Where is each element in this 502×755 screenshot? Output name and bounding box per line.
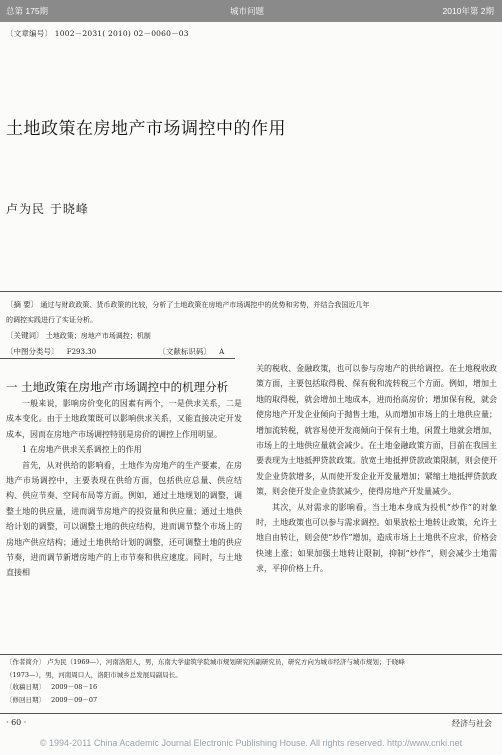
paragraph: 首先，从对供给的影响看，土地作为房地产的生产要素，在房地产市场调控中，主要表现在供给方面，包括供应总量、供应结构、供应节奏、空间布局等方面。例如，通过土地规划的调整，调整土地的供应量，进而调节房地产的投资量和供应量；通过土地供给计划的调整，可以调整土地的供应结构，进而调节整个市场上的房地产供应结构；通过土地供给计划的调整，还可调整土地的供应节奏，进而调节新增房地产的上市节奏和供应速度。同时，与土地直接相 — [6, 460, 242, 578]
footnotes — [6, 656, 498, 706]
left-column-rule — [0, 358, 235, 359]
authors: 卢为民 于晓峰 — [6, 202, 89, 216]
running-header — [0, 0, 502, 22]
copyright-watermark: © 1994-2011 China Academic Journal Electronic Publishing House. All rights reserved. http://www.cnki.net — [39, 738, 463, 748]
paragraph: 其次，从对需求的影响看，当土地本身成为投机“炒作”的对象时，土地政策也可以参与需求调控。如果放松土地转让政策，允许土地自由转让，则会使“炒作”增加，造成市场上土地供不应求，价格会快速上涨；如果加强土地转让限制，抑制“炒作”，则会减少土地需求，平抑价格上升。 — [256, 502, 497, 574]
received-label: 〔收稿日期〕 — [6, 683, 45, 691]
revised-date: 2009－09－07 — [51, 695, 98, 704]
footnote-rule — [0, 654, 502, 655]
abstract-label: 〔摘 要〕 — [6, 300, 39, 309]
footer-rule — [0, 713, 502, 714]
clc-label: 〔中图分类号〕 — [6, 347, 59, 356]
left-column — [6, 378, 242, 581]
paragraph: 一般来说，影响房价变化的因素有两个，一是供求关系，二是成本变化。由于土地政策既可以影响供求关系，又能直接决定开发成本，因而在房地产市场调控特别是房价的调控上作用明显。 — [6, 399, 242, 439]
revised-label: 〔修回日期〕 — [6, 695, 45, 704]
author-bio: 卢为民（1969—），河南洛阳人，男，东南大学建筑学院城市规划研究所副研究员，研究方向为城市经济与城市规划；于晓峰 — [47, 658, 405, 666]
keywords-text: 土地政策；房地产市场调控；机制 — [45, 332, 151, 340]
footer-journal: 经济与社会 — [452, 719, 492, 728]
page-footer — [6, 718, 498, 727]
journal-name: 城市问题 — [230, 6, 265, 16]
keywords-label: 〔关键词〕 — [6, 331, 44, 340]
doc-code-value: A — [219, 348, 225, 356]
author-bio-label: 〔作者简介〕 — [6, 658, 45, 666]
section-heading: 一 土地政策在房地产市场调控中的机理分析 — [6, 380, 229, 394]
issue-number: 2010年第 2期 — [442, 6, 494, 16]
page-number: · 60 · — [6, 718, 27, 727]
abstract-text: 通过与财政政策、货币政策的比较，分析了土地政策在房地产市场调控中的优势和劣势，并结合我国近几年 — [40, 301, 370, 309]
abstract-block — [6, 297, 498, 360]
doc-code-label: 〔文献标识码〕 — [158, 347, 211, 356]
right-column — [256, 361, 497, 577]
subheading: 1 在房地产供求关系调控上的作用 — [22, 445, 142, 455]
paragraph: 关的税收、金融政策，也可以参与房地产的供给调控。在土地税收政策方面，主要包括取得税、保有税和流转税三个方面。例如，增加土地的取得税，就会增加土地成本，进而抬高房价；增加保有税，就会使房地产开发企业倾向于抛售土地，从而增加市场上的土地供应量；增加流转税，就容易使开发商倾向于保有土地，闲置土地就会增加，市场上的土地供应量就会减少。在土地金融政策方面，目前在我国主要表现为土地抵押贷款政策。放宽土地抵押贷款政策限制，则会使开发企业贷款增多，从而使开发企业开发量增加；紧缩土地抵押贷款政策，则会使开发企业贷款减少，使得房地产开发量减少。 — [256, 364, 497, 497]
abstract-text-cont: 的调控实践进行了实证分析。 — [6, 316, 97, 324]
abstract-top-rule — [0, 291, 502, 292]
clc-value: F293.30 — [66, 348, 97, 356]
article-code: 〔文章编号〕 1002－2031( 2010) 02－0060－03 — [6, 29, 189, 38]
article-title: 土地政策在房地产市场调控中的作用 — [6, 119, 286, 139]
author-bio-cont: （1973—），男，河南周口人，洛阳市城乡总发展局副局长。 — [6, 670, 182, 679]
issue-total: 总第 175期 — [6, 6, 49, 16]
received-date: 2009－08－16 — [51, 683, 98, 691]
